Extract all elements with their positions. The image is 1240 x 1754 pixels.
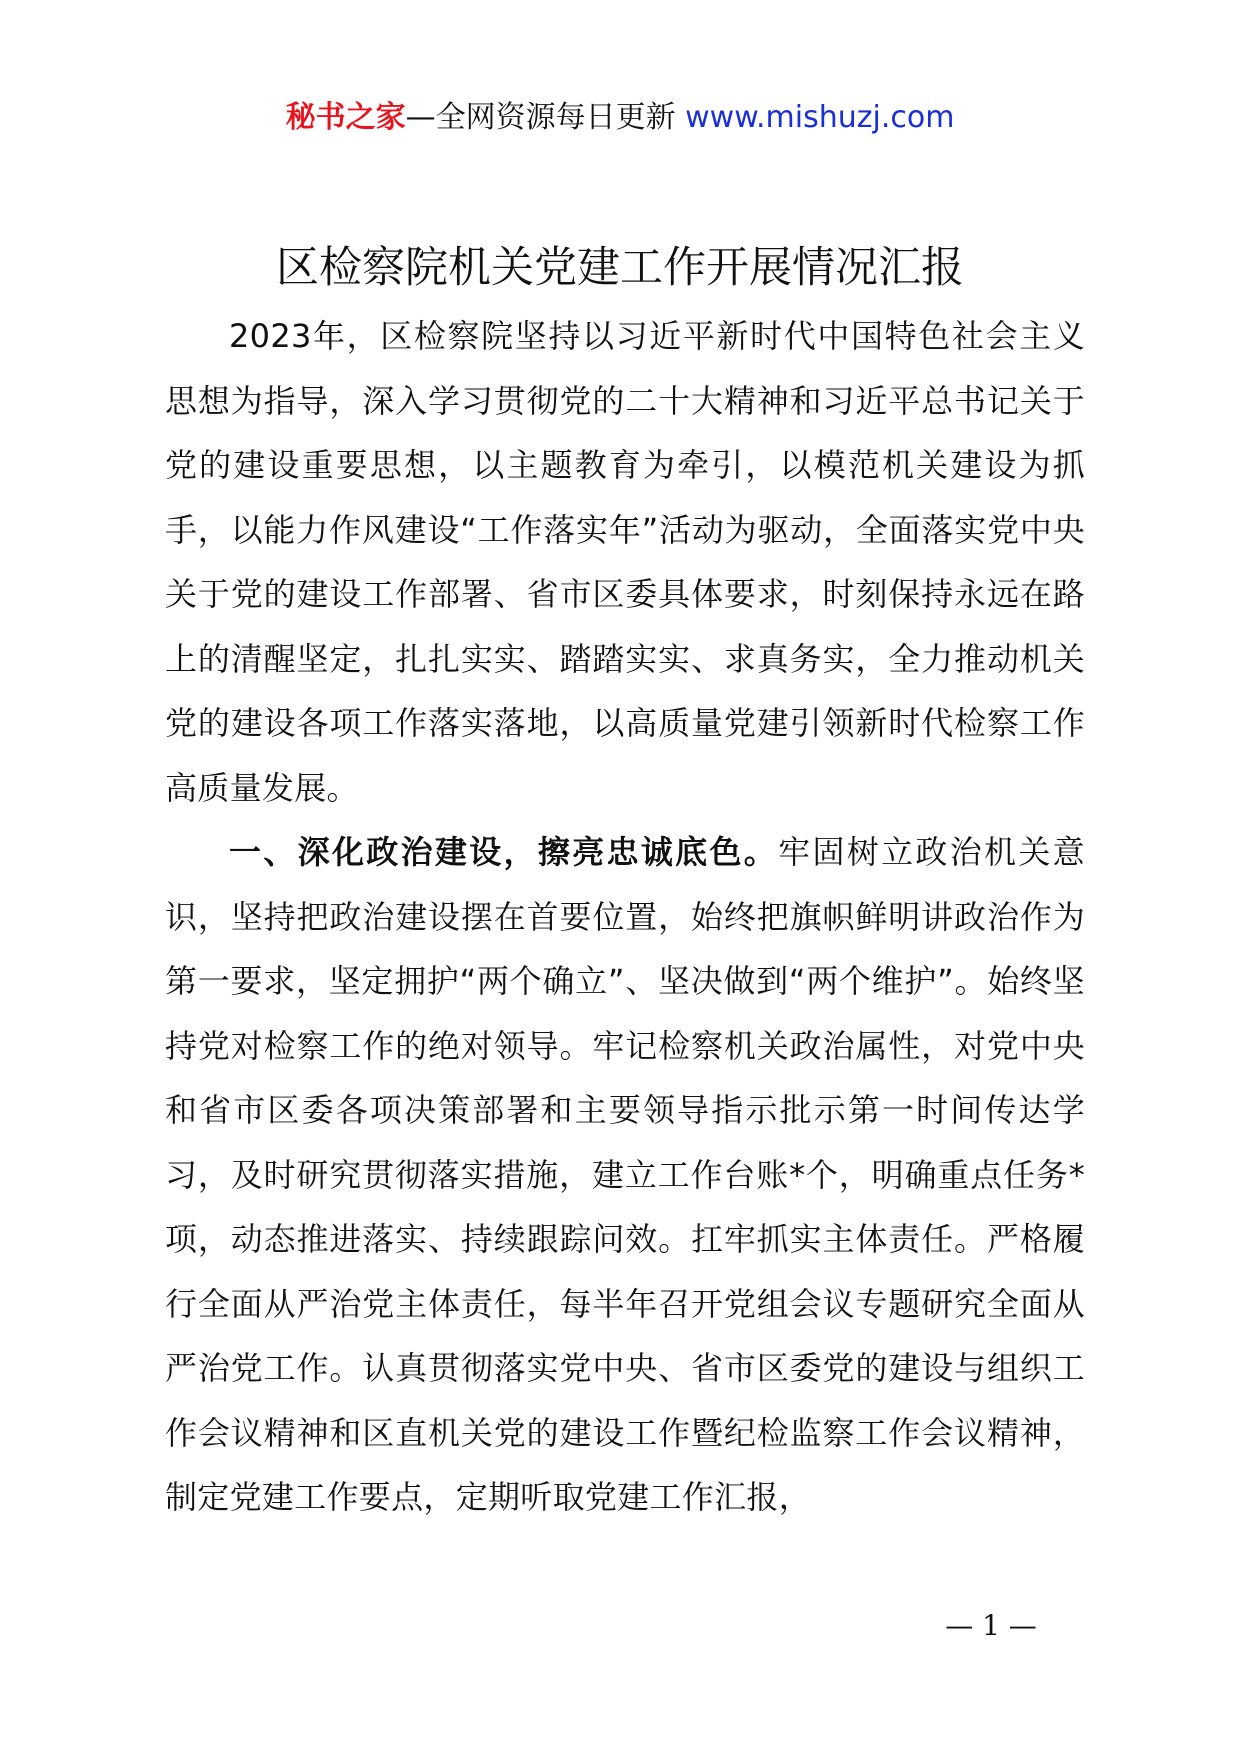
section-1-heading: 一、深化政治建设，擦亮忠诚底色。 [229, 833, 779, 871]
intro-paragraph: 2023年，区检察院坚持以习近平新时代中国特色社会主义思想为指导，深入学习贯彻党的二十大精神和习近平总书记关于党的建设重要思想，以主题教育为牵引，以模范机关建设为抓手，以能力作风建设“工作落实年”活动为驱动，全面落实党中央关于党的建设工作部署、省市区委具体要求，时刻保持永远在路上的清醒坚定，扎扎实实、踏踏实实、求真务实，全力推动机关党的建设各项工作落实落地，以高质量党建引领新时代检察工作高质量发展。 [165, 317, 1085, 807]
site-header [0, 98, 1240, 138]
section-1-paragraph [165, 820, 1085, 1530]
document-title: 区检察院机关党建工作开展情况汇报 [276, 243, 964, 293]
site-url[interactable]: www.mishuzj.com [685, 100, 955, 135]
brand-name: 秘书之家 [285, 100, 406, 135]
page-number: — 1 — [945, 1609, 1037, 1642]
header-tagline: —全网资源每日更新 [405, 100, 676, 135]
section-1-text: 牢固树立政治机关意识，坚持把政治建设摆在首要位置，始终把旗帜鲜明讲政治作为第一要求，坚定拥护“两个确立”、坚决做到“两个维护”。始终坚持党对检察工作的绝对领导。牢记检察机关政治属性，对党中央和省市区委各项决策部署和主要领导指示批示第一时间传达学习，及时研究贯彻落实措施，建立工作台账*个，明确重点任务*项，动态推进落实、持续跟踪问效。扛牢抓实主体责任。严格履行全面从严治党主体责任，每半年召开党组会议专题研究全面从严治党工作。认真贯彻落实党中央、省市区委党的建设与组织工作会议精神和区直机关党的建设工作暨纪检监察工作会议精神，制定党建工作要点，定期听取党建工作汇报， [165, 833, 1085, 1516]
document-body [165, 304, 1085, 1530]
